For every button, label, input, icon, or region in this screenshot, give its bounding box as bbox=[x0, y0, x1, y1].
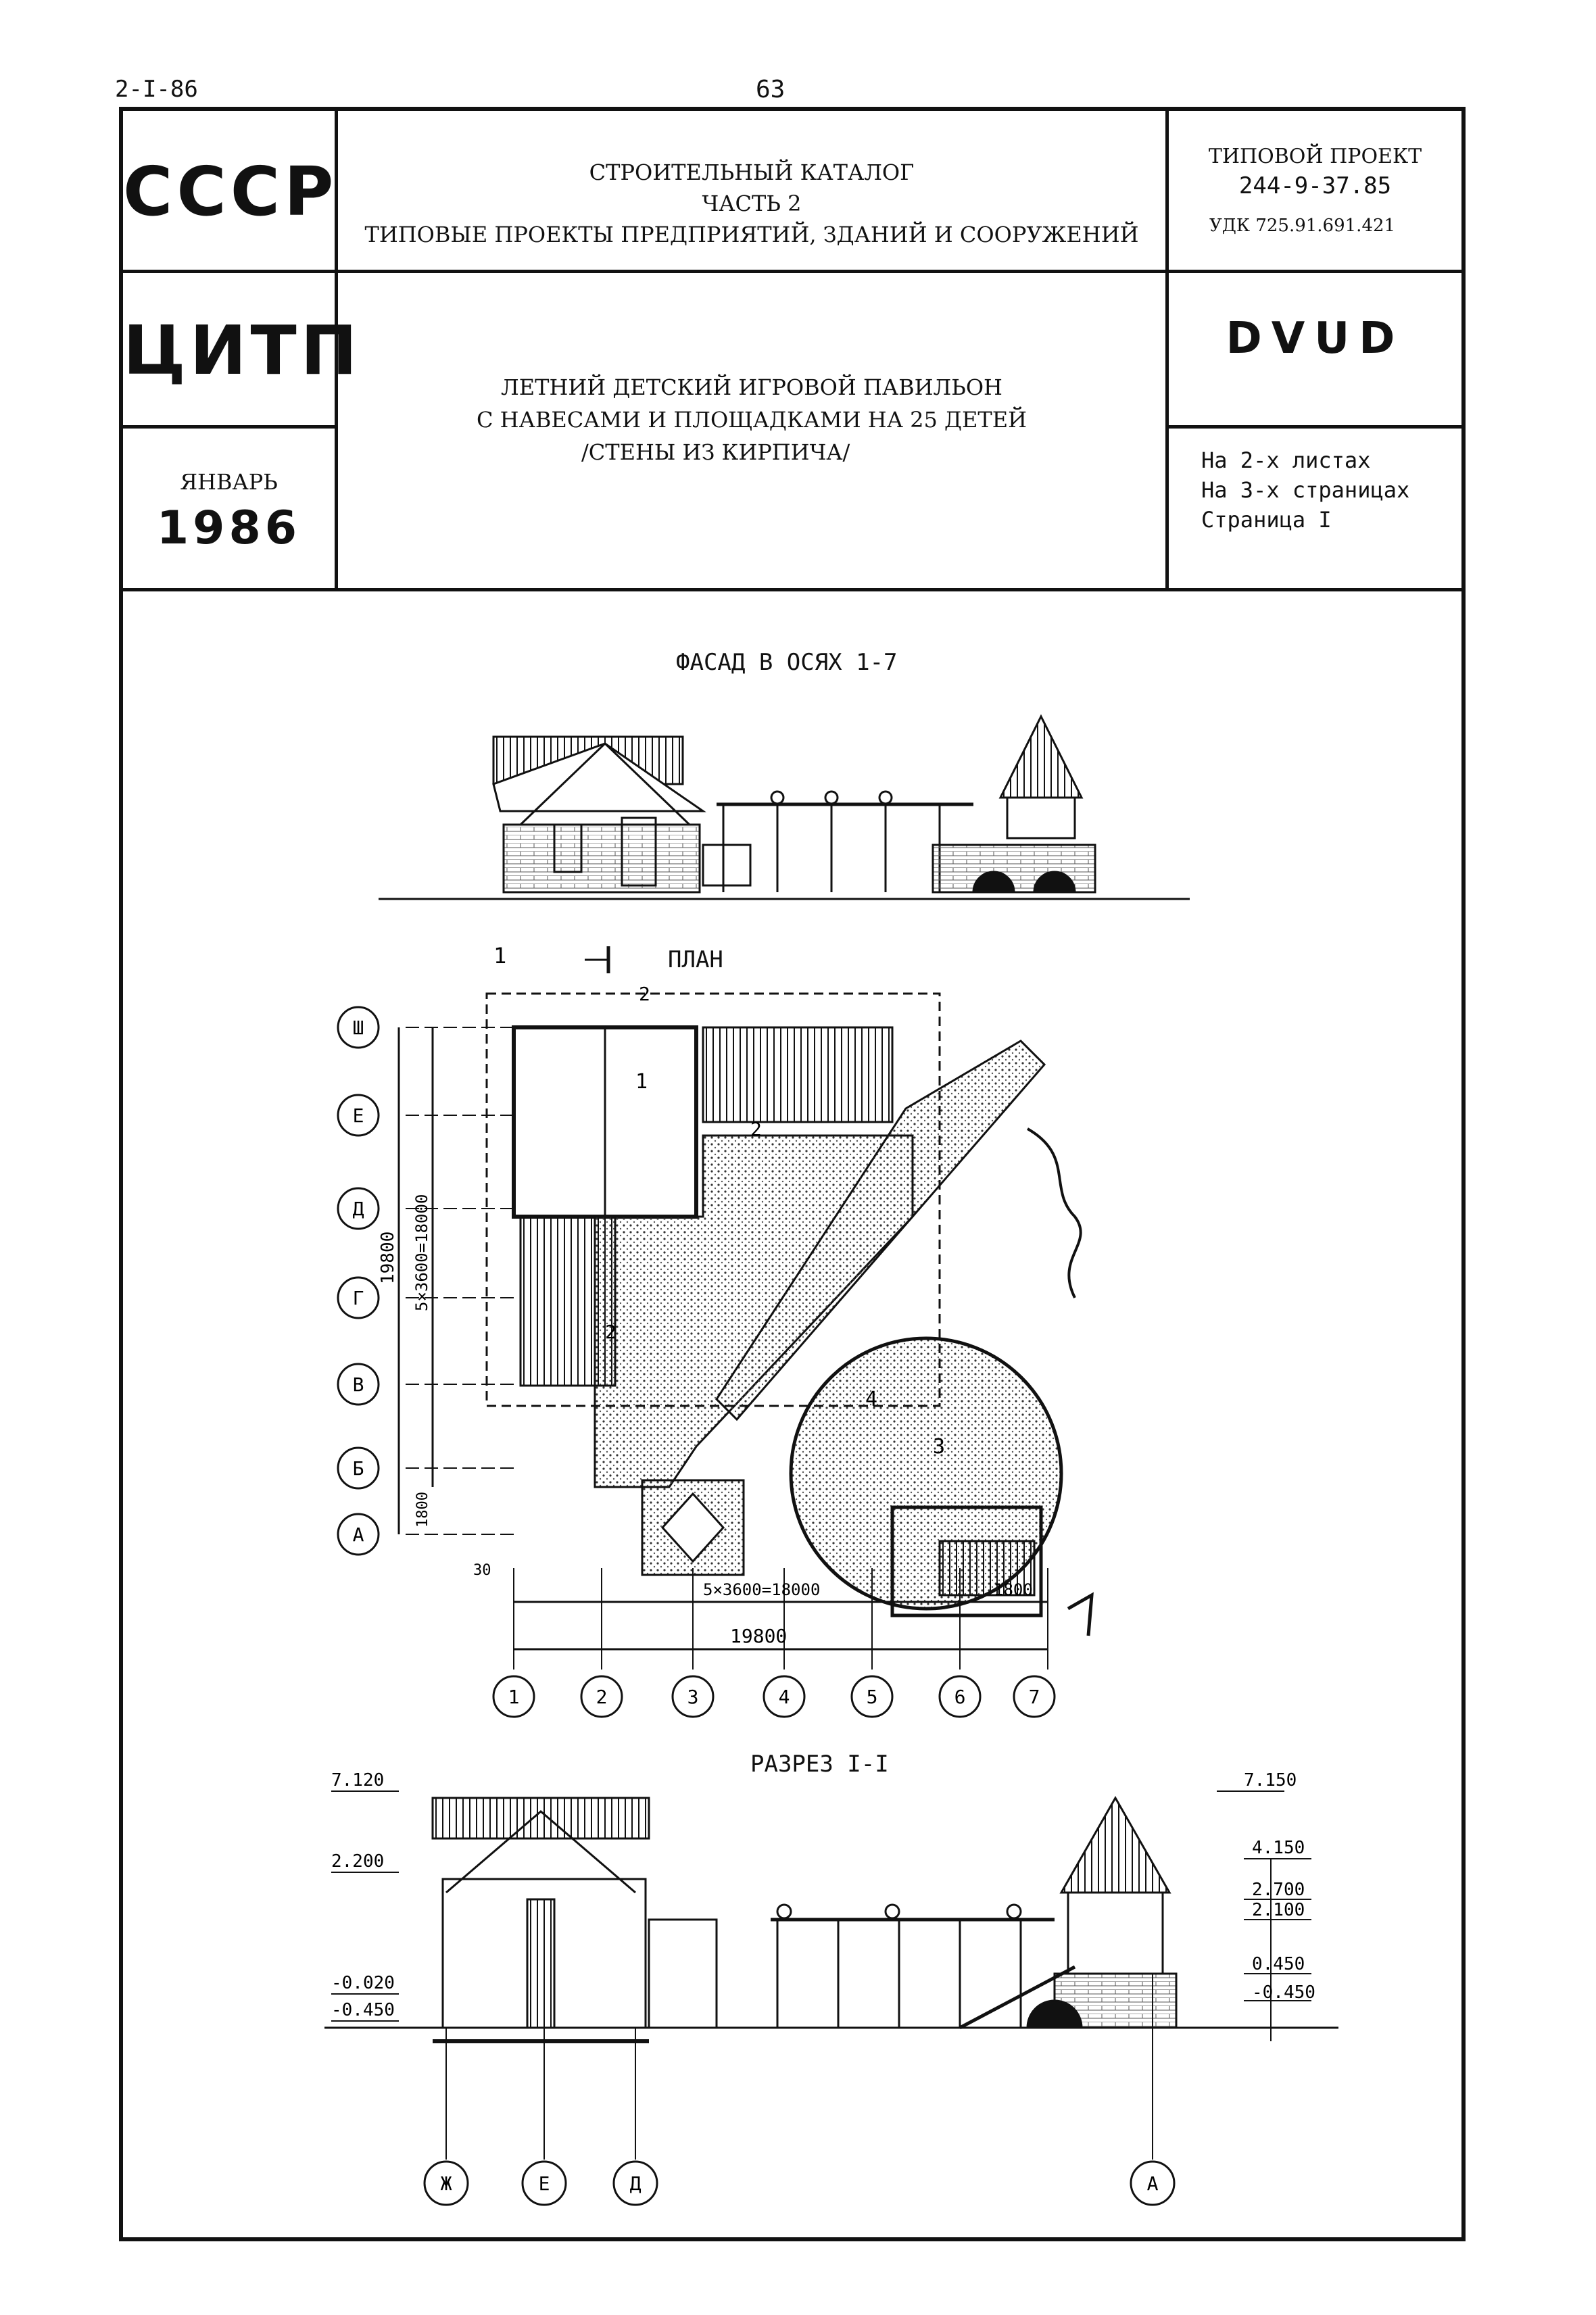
level-right-6: -0.450 bbox=[1252, 1982, 1315, 2003]
level-right-2: 4.150 bbox=[1252, 1838, 1305, 1858]
pages-count: На 3-х страницах bbox=[1201, 477, 1410, 503]
dim-width-total: 19800 bbox=[730, 1625, 788, 1647]
title-line-3: /СТЕНЫ ИЗ КИРПИЧА/ bbox=[581, 439, 850, 465]
stamp-title-cell bbox=[338, 273, 1169, 588]
stamp-sheets-cell bbox=[1169, 429, 1461, 588]
stamp-year: 1986 bbox=[156, 502, 301, 555]
sheet-code: 2-I-86 bbox=[115, 76, 198, 103]
sheets-count: На 2-х листах bbox=[1201, 447, 1371, 473]
room-label-4: 4 bbox=[865, 1388, 878, 1411]
stamp-bottom-rule bbox=[123, 588, 1461, 591]
level-right-5: 0.450 bbox=[1252, 1954, 1305, 1974]
title-line-1: ЛЕТНИЙ ДЕТСКИЙ ИГРОВОЙ ПАВИЛЬОН bbox=[501, 374, 1002, 400]
dim-width-small: 1800 bbox=[994, 1580, 1033, 1599]
stamp-country: СССР bbox=[123, 152, 338, 231]
level-right-4: 2.100 bbox=[1252, 1900, 1305, 1920]
axis-row-a: А bbox=[352, 1524, 364, 1546]
axis-row-d: Д bbox=[352, 1198, 364, 1220]
facade-title: ФАСАД В ОСЯХ 1-7 bbox=[676, 649, 898, 676]
catalog-line-2: ЧАСТЬ 2 bbox=[702, 191, 802, 216]
section-axis-a: А bbox=[1146, 2172, 1159, 2195]
room-label-2b: 2 bbox=[750, 1118, 762, 1140]
section-axis-d: Д bbox=[629, 2172, 642, 2195]
axis-row-e: Е bbox=[352, 1104, 364, 1127]
level-left-3: -0.020 bbox=[331, 1973, 395, 1993]
dim-offset: 30 bbox=[473, 1562, 491, 1579]
udk: УДК 725.91.691.421 bbox=[1209, 216, 1396, 236]
level-right-1: 7.150 bbox=[1244, 1771, 1297, 1790]
plan-section-mark: 1 bbox=[493, 943, 507, 969]
plan-drawing bbox=[318, 933, 1163, 1737]
stamp-country-cell bbox=[123, 111, 338, 273]
room-label-2c: 2 bbox=[605, 1321, 616, 1343]
stamp-org: ЦИТП bbox=[123, 311, 362, 390]
section-axis-zh: Ж bbox=[440, 2172, 452, 2195]
title-line-2: С НАВЕСАМИ И ПЛОЩАДКАМИ НА 25 ДЕТЕЙ bbox=[477, 407, 1027, 433]
stamp-project-cell bbox=[1169, 111, 1461, 273]
facade-drawing bbox=[379, 689, 1190, 906]
axis-col-6: 6 bbox=[954, 1686, 966, 1708]
page-number: 63 bbox=[756, 76, 785, 103]
stamp-mark-cell bbox=[1169, 273, 1461, 429]
axis-col-2: 2 bbox=[596, 1686, 608, 1708]
stamp-org-cell bbox=[123, 273, 362, 429]
current-page: Страница I bbox=[1201, 507, 1332, 533]
axis-row-g: Г bbox=[352, 1287, 364, 1309]
catalog-line-1: СТРОИТЕЛЬНЫЙ КАТАЛОГ bbox=[589, 160, 915, 185]
room-label-3: 3 bbox=[933, 1435, 946, 1459]
axis-col-5: 5 bbox=[866, 1686, 878, 1708]
section-drawing bbox=[311, 1771, 1460, 2244]
axis-col-4: 4 bbox=[778, 1686, 790, 1708]
room-label-2a: 2 bbox=[639, 983, 650, 1005]
code-mark: DVUD bbox=[1226, 314, 1405, 364]
section-axis-e: Е bbox=[538, 2172, 550, 2195]
axis-row-v: В bbox=[352, 1373, 364, 1396]
section-title: РАЗРЕЗ I-I bbox=[750, 1751, 889, 1778]
dim-width-mod: 5×3600=18000 bbox=[703, 1580, 821, 1599]
catalog-line-3: ТИПОВЫЕ ПРОЕКТЫ ПРЕДПРИЯТИЙ, ЗДАНИЙ И СООРУЖЕНИЙ bbox=[364, 222, 1139, 247]
project-number: 244-9-37.85 bbox=[1238, 172, 1392, 199]
stamp-month: ЯНВАРЬ bbox=[180, 469, 278, 495]
plan-title: ПЛАН bbox=[668, 946, 723, 973]
axis-col-1: 1 bbox=[508, 1686, 520, 1708]
level-left-1: 7.120 bbox=[331, 1771, 385, 1790]
axis-row-sh: Ш bbox=[352, 1017, 364, 1039]
axis-col-3: 3 bbox=[687, 1686, 699, 1708]
level-left-4: -0.450 bbox=[331, 2000, 395, 2020]
axis-row-b: Б bbox=[352, 1457, 364, 1480]
stamp-catalog-cell bbox=[338, 111, 1169, 273]
dim-height-mod: 5×3600=18000 bbox=[412, 1194, 431, 1311]
axis-col-7: 7 bbox=[1028, 1686, 1040, 1708]
stamp-date-cell bbox=[123, 429, 338, 588]
project-label: ТИПОВОЙ ПРОЕКТ bbox=[1208, 145, 1422, 168]
level-left-2: 2.200 bbox=[331, 1851, 385, 1872]
room-label-1: 1 bbox=[635, 1070, 648, 1094]
dim-height-small: 1800 bbox=[414, 1492, 431, 1528]
dim-height-total: 19800 bbox=[378, 1231, 398, 1284]
level-right-3: 2.700 bbox=[1252, 1880, 1305, 1900]
